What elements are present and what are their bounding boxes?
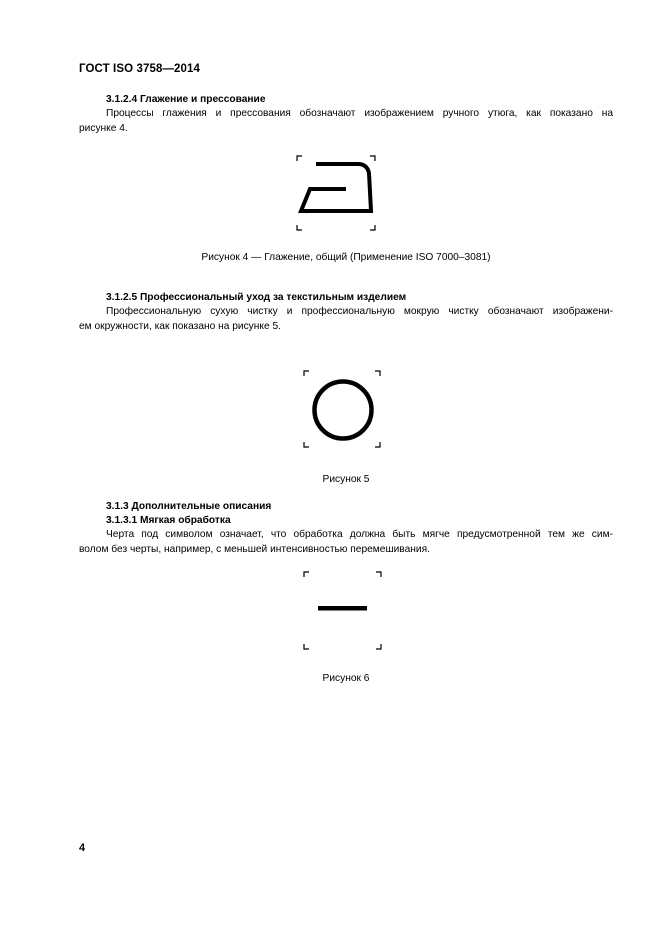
document-code: ГОСТ ISO 3758—2014 (79, 63, 201, 75)
figure-4 (296, 155, 376, 235)
section-3124-line2: рисунке 4. (79, 123, 128, 134)
section-3124-line1: Процессы глажения и прессования обозначают изображением ручного утюга, как показано на (106, 108, 613, 119)
section-3131-line1: Черта под символом означает, что обработка должна быть мягче предусмотренной тем же сим- (106, 529, 613, 540)
figure-6 (303, 571, 382, 651)
section-3131-title: 3.1.3.1 Мягкая обработка (106, 515, 231, 526)
section-3124-text (79, 106, 613, 136)
section-3125-text (79, 304, 613, 334)
section-3131-line2: волом без черты, например, с меньшей интенсивностью перемешивания. (79, 544, 430, 555)
figure-5-caption: Рисунок 5 (322, 474, 370, 485)
figure-6-caption: Рисунок 6 (322, 673, 370, 684)
section-3124-title: 3.1.2.4 Глажение и прессование (106, 94, 266, 105)
section-3131-text (79, 527, 613, 557)
figure-4-caption: Рисунок 4 — Глажение, общий (Применение ISO 7000–3081) (201, 252, 491, 263)
section-3125-line1: Профессиональную сухую чистку и профессиональную мокрую чистку обозначают изображени- (106, 306, 613, 317)
section-3125-line2: ем окружности, как показано на рисунке 5. (79, 321, 281, 332)
iron-icon (301, 164, 371, 211)
underline-bar-icon (318, 606, 367, 611)
figure-5 (303, 370, 381, 450)
circle-icon (315, 382, 372, 439)
section-3125-title: 3.1.2.5 Профессиональный уход за текстильным изделием (106, 292, 407, 303)
page-number: 4 (79, 842, 86, 854)
section-313-title: 3.1.3 Дополнительные описания (106, 501, 272, 512)
